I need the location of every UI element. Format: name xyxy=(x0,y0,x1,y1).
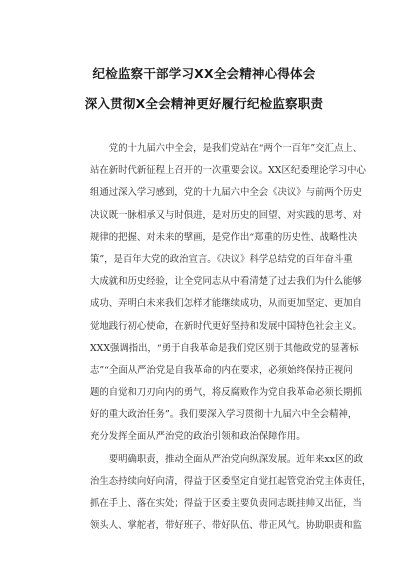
text-line: 充分发挥全面从严治党的政治引领和政治保障作用。 xyxy=(90,431,306,443)
text-line: 策”，是百年大党的政治宣言。《决议》科学总结党的百年奋斗重 xyxy=(90,253,353,265)
text-line: 要明确职责，推动全面从严治党向纵深发展。近年来xx区的政 xyxy=(90,453,364,465)
text-line: 组通过深入学习感到，党的十九届六中全会《决议》与前两个历史 xyxy=(90,187,362,199)
document-title: 纪检监察干部学习XX全会精神心得体会 xyxy=(92,66,316,81)
text-line: 题的自觉和刀刃向内的勇气，将反腐败作为党自我革命必须长期抓 xyxy=(90,387,362,399)
text-line: 党的十九届六中全会，是我们党站在“两个一百年”交汇点上、 xyxy=(90,143,363,154)
text-line: 领头人、掌舵者，带好班子、带好队伍、带正风气。协助职责和监 xyxy=(90,520,362,532)
text-line: 决议既一脉相承又与时俱进，是对历史的回望、对实践的思考、对 xyxy=(90,209,362,221)
document-subtitle: 深入贯彻X全会精神更好履行纪检监察职责 xyxy=(84,96,324,111)
text-line: 好的重大政治任务”。我们要深入学习贯彻十九届六中全会精神， xyxy=(90,409,358,421)
text-line: 成功、弄明白未来我们怎样才能继续成功，从而更加坚定、更加自 xyxy=(90,298,362,310)
text-line: 志”“全面从严治党是自我革命的内在要求，必须始终保持正视问 xyxy=(90,364,353,376)
body-text xyxy=(90,138,372,537)
text-line: XXX强调指出，“勇于自我革命是我们党区别于其他政党的显著标 xyxy=(90,342,359,354)
text-line: 站在新时代新征程上召开的一次重要会议。XX区纪委理论学习中心 xyxy=(90,165,366,177)
text-line: 大成就和历史经验，让全党同志从中看清楚了过去我们为什么能够 xyxy=(90,276,362,288)
text-line: 规律的把握、对未来的擘画，是党作出“郑重的历史性、战略性决 xyxy=(90,231,358,243)
text-line: 觉地践行初心使命，在新时代更好坚持和发展中国特色社会主义。 xyxy=(90,320,362,332)
text-line: 抓在手上、落在实处；得益于区委主要负责同志既挂帅又出征，当 xyxy=(90,498,362,509)
text-line: 治生态持续向好向清，得益于区委坚定自觉扛起管党治党主体责任， xyxy=(90,475,372,487)
